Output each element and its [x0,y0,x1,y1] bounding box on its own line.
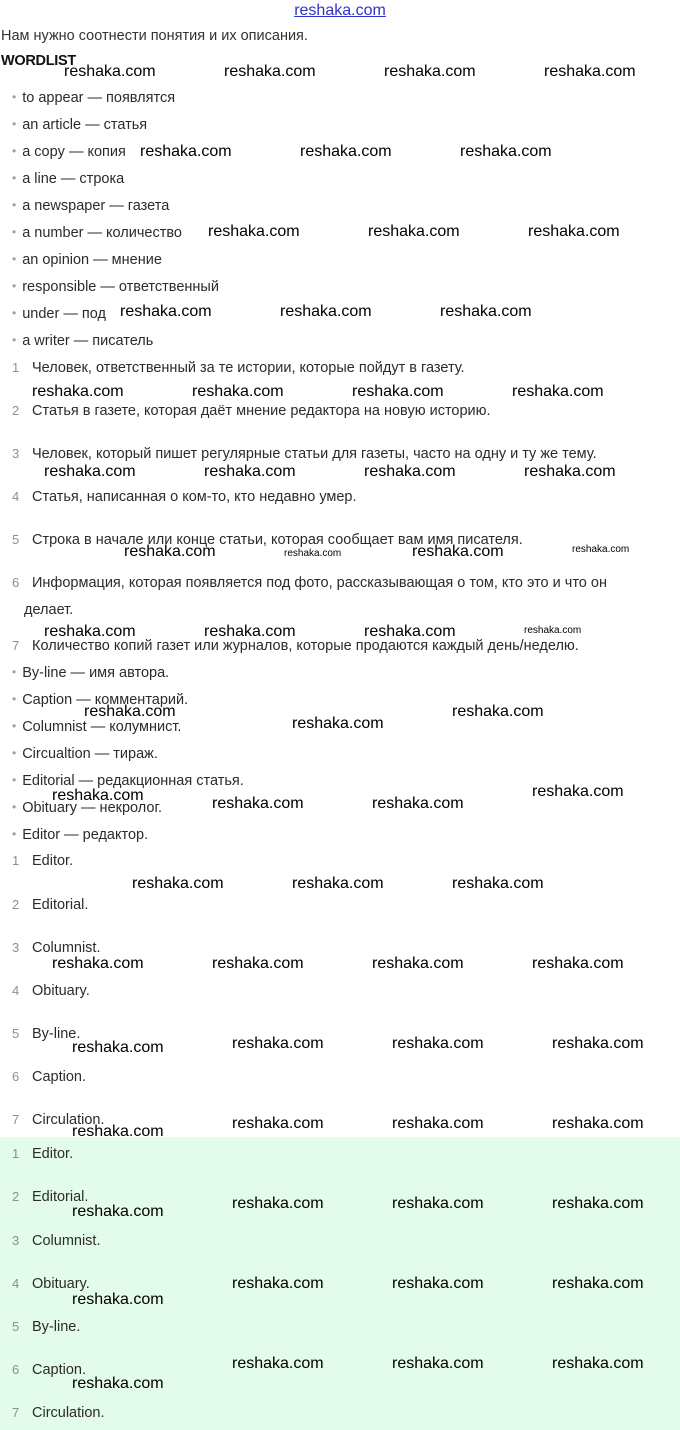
item-number: 4 [12,983,20,998]
watermark-text: reshaka.com [524,463,616,480]
watermark-text: reshaka.com [232,1195,324,1212]
watermark-text: reshaka.com [52,787,144,804]
watermark-text: reshaka.com [132,875,224,892]
wordlist-item: • a copy — копия [12,144,126,160]
answer-text: Editor. [32,1146,74,1162]
definition-text: Человек, ответственный за те истории, которые пойдут в газету. [32,360,465,376]
answer-text: Editorial. [32,1189,89,1205]
term-item: • Obituary — некролог. [12,800,162,816]
watermark-text: reshaka.com [440,303,532,320]
watermark-text: reshaka.com [392,1195,484,1212]
item-number: 5 [12,532,20,547]
item-number: 3 [12,446,20,461]
watermark-text: reshaka.com [368,223,460,240]
watermark-text: reshaka.com [192,383,284,400]
wordlist-item: • a number — количество [12,225,182,241]
answer-text: Circulation. [32,1112,105,1128]
answer-item [12,1146,73,1162]
answer-text: Circulation. [32,1405,105,1421]
definition-item [12,403,491,419]
wordlist-item: • a newspaper — газета [12,198,169,214]
watermark-text: reshaka.com [300,143,392,160]
item-number: 7 [12,638,20,653]
watermark-text: reshaka.com [84,703,176,720]
watermark-text: reshaka.com [44,463,136,480]
answer-item [12,1233,101,1249]
answer-item [12,1069,86,1085]
watermark-text: reshaka.com [72,1123,164,1140]
item-number: 2 [12,1189,20,1204]
item-number: 4 [12,489,20,504]
answer-item [12,940,101,956]
wordlist-item: • an article — статья [12,117,147,133]
answer-text: Editor. [32,853,74,869]
answer-text: Editorial. [32,897,89,913]
answer-text: Obituary. [32,983,90,999]
watermark-text: reshaka.com [204,463,296,480]
watermark-text: reshaka.com [212,955,304,972]
term-item: • Editor — редактор. [12,827,148,843]
answer-text: Columnist. [32,1233,101,1249]
term-item: • By-line — имя автора. [12,665,169,681]
answer-item [12,897,88,913]
watermark-text: reshaka.com [392,1115,484,1132]
answer-text: By-line. [32,1026,81,1042]
watermark-text: reshaka.com [72,1039,164,1056]
wordlist-item: • to appear — появлятся [12,90,175,106]
watermark-text: reshaka.com [292,715,384,732]
watermark-text: reshaka.com [552,1115,644,1132]
definition-text: Человек, который пишет регулярные статьи для газеты, часто на одну и ту же тему. [32,446,597,462]
term-item: • Editorial — редакционная статья. [12,773,244,789]
watermark-text: reshaka.com [452,703,544,720]
watermark-text: reshaka.com [32,383,124,400]
watermark-text: reshaka.com [140,143,232,160]
definition-text: Количество копий газет или журналов, которые продаются каждый день/неделю. [32,638,579,654]
term-item: • Circualtion — тираж. [12,746,158,762]
watermark-text: reshaka.com [512,383,604,400]
item-number: 7 [12,1405,20,1420]
watermark-text: reshaka.com [232,1035,324,1052]
watermark-text: reshaka.com [392,1355,484,1372]
item-number: 3 [12,1233,20,1248]
definition-text: Строка в начале или конце статьи, которая сообщает вам имя писателя. [32,532,523,548]
item-number: 7 [12,1112,20,1127]
answer-item [12,1405,105,1421]
watermark-text: reshaka.com [72,1375,164,1392]
watermark-text: reshaka.com [364,623,456,640]
item-number: 6 [12,1069,20,1084]
watermark-text: reshaka.com [284,548,342,559]
watermark-text: reshaka.com [544,63,636,80]
item-number: 3 [12,940,20,955]
watermark-text: reshaka.com [208,223,300,240]
wordlist-item: • responsible — ответственный [12,279,219,295]
watermark-text: reshaka.com [552,1355,644,1372]
watermark-text: reshaka.com [72,1291,164,1308]
wordlist-item: • under — под [12,306,106,322]
wordlist-item: • an opinion — мнение [12,252,162,268]
watermark-text: reshaka.com [572,544,630,555]
item-number: 1 [12,360,20,375]
definition-item [12,489,357,505]
watermark-text: reshaka.com [460,143,552,160]
watermark-text: reshaka.com [204,623,296,640]
term-item: • Caption — комментарий. [12,692,188,708]
watermark-text: reshaka.com [232,1355,324,1372]
definition-item [12,360,465,376]
item-number: 6 [12,1362,20,1377]
watermark-text: reshaka.com [452,875,544,892]
item-number: 1 [12,853,20,868]
watermark-text: reshaka.com [52,955,144,972]
answer-text: Caption. [32,1069,87,1085]
watermark-text: reshaka.com [352,383,444,400]
watermark-text: reshaka.com [292,875,384,892]
watermark-text: reshaka.com [280,303,372,320]
watermark-text: reshaka.com [412,543,504,560]
watermark-text: reshaka.com [392,1035,484,1052]
watermark-text: reshaka.com [372,795,464,812]
watermark-text: reshaka.com [524,625,582,636]
watermark-text: reshaka.com [212,795,304,812]
definition-item [12,446,597,462]
answer-item [12,1026,80,1042]
definition-text: Статья в газете, которая даёт мнение редактора на новую историю. [32,403,491,419]
watermark-text: reshaka.com [532,955,624,972]
watermark-text: reshaka.com [124,543,216,560]
watermark-text: reshaka.com [372,955,464,972]
item-number: 5 [12,1026,20,1041]
item-number: 2 [12,897,20,912]
item-number: 4 [12,1276,20,1291]
watermark-text: reshaka.com [120,303,212,320]
watermark-text: reshaka.com [552,1275,644,1292]
item-number: 2 [12,403,20,418]
answer-item [12,1319,80,1335]
definition-continuation: делает. [24,602,74,618]
wordlist-item: • a writer — писатель [12,333,153,349]
site-title-link[interactable]: reshaka.com [294,2,386,19]
answer-item [12,1276,90,1292]
watermark-text: reshaka.com [224,63,316,80]
watermark-text: reshaka.com [532,783,624,800]
answer-text: Columnist. [32,940,101,956]
answer-text: Obituary. [32,1276,90,1292]
watermark-text: reshaka.com [552,1035,644,1052]
answer-text: By-line. [32,1319,81,1335]
task-intro: Нам нужно соотнести понятия и их описания. [1,28,308,44]
definition-item [12,575,607,591]
answer-item [12,983,90,999]
item-number: 5 [12,1319,20,1334]
definition-text: Статья, написанная о ком-то, кто недавно умер. [32,489,357,505]
wordlist-item: • a line — строка [12,171,124,187]
term-item: • Columnist — колумнист. [12,719,181,735]
watermark-text: reshaka.com [64,63,156,80]
watermark-text: reshaka.com [552,1195,644,1212]
watermark-text: reshaka.com [364,463,456,480]
wordlist-heading: WORDLIST [1,53,76,69]
watermark-text: reshaka.com [232,1115,324,1132]
watermark-text: reshaka.com [528,223,620,240]
watermark-text: reshaka.com [384,63,476,80]
definition-text: Информация, которая появляется под фото, рассказывающая о том, кто это и что он [32,575,607,591]
watermark-text: reshaka.com [392,1275,484,1292]
watermark-text: reshaka.com [232,1275,324,1292]
watermark-text: reshaka.com [72,1203,164,1220]
item-number: 1 [12,1146,20,1161]
answer-text: Caption. [32,1362,87,1378]
answer-item [12,853,73,869]
item-number: 6 [12,575,20,590]
watermark-text: reshaka.com [44,623,136,640]
